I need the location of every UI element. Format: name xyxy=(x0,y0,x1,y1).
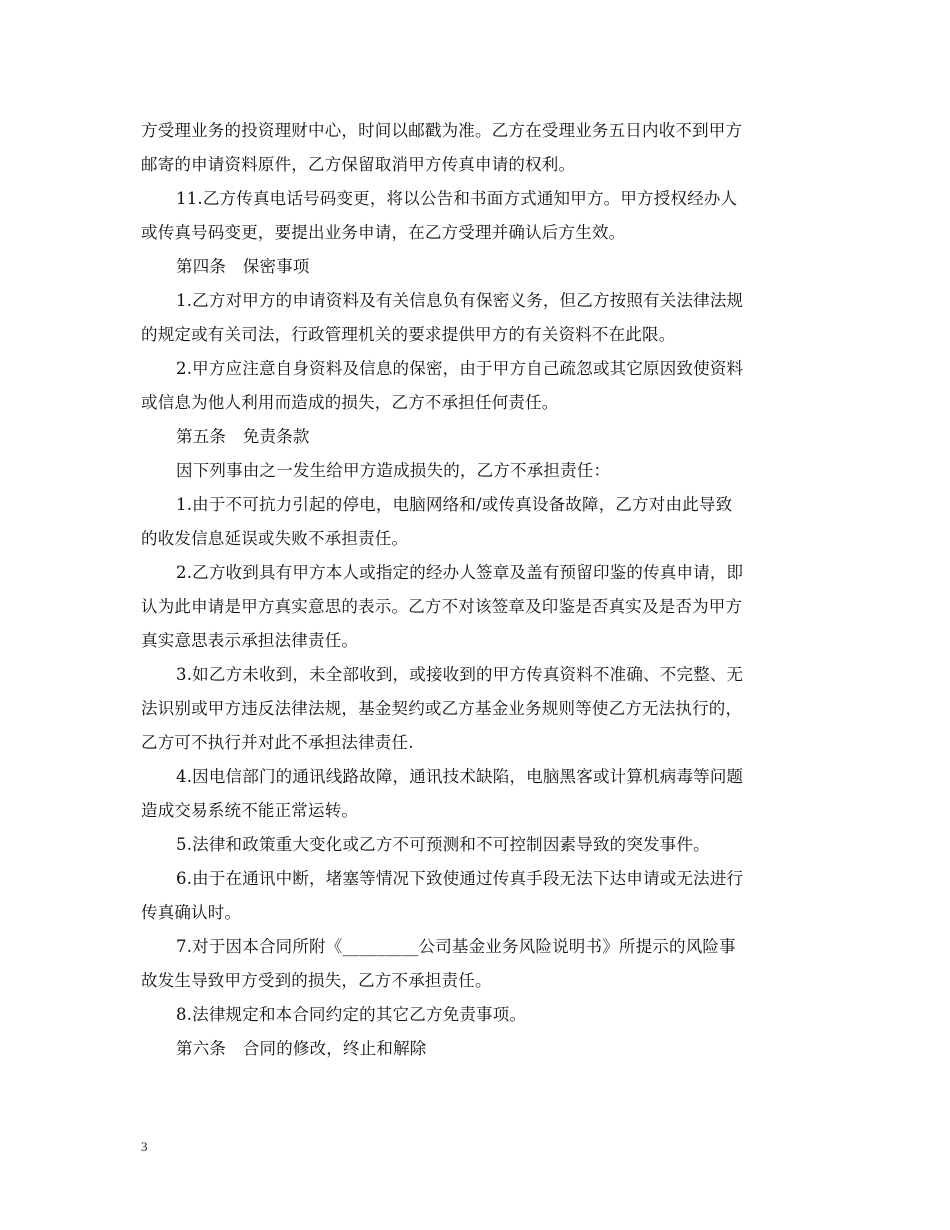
article-5-intro: 因下列事由之一发生给甲方造成损失的，乙方不承担责任： xyxy=(176,461,611,480)
text-line: 故发生导致甲方受到的损失，乙方不承担责任。 xyxy=(141,971,492,990)
section-heading-article-6: 第六条 合同的修改，终止和解除 xyxy=(176,1039,427,1058)
text-line: 造成交易系统不能正常运转。 xyxy=(141,801,359,820)
section-heading-article-5: 第五条 免责条款 xyxy=(176,427,310,446)
clause-5-3: 3.如乙方未收到，未全部收到，或接收到的甲方传真资料不准确、不完整、无 xyxy=(176,665,744,684)
text-line: 或传真号码变更，要提出业务申请，在乙方受理并确认后方生效。 xyxy=(141,223,626,242)
text-line: 方受理业务的投资理财中心，时间以邮戳为准。乙方在受理业务五日内收不到甲方 xyxy=(141,121,743,140)
text-line: 邮寄的申请资料原件，乙方保留取消甲方传真申请的权利。 xyxy=(141,155,576,174)
document-body xyxy=(141,114,813,1066)
text-line: 的规定或有关司法，行政管理机关的要求提供甲方的有关资料不在此限。 xyxy=(141,325,676,344)
clause-11: 11.乙方传真电话号码变更，将以公告和书面方式通知甲方。甲方授权经办人 xyxy=(176,189,738,208)
text-line: 或信息为他人利用而造成的损失，乙方不承担任何责任。 xyxy=(141,393,559,412)
text-line: 法识别或甲方违反法律法规，基金契约或乙方基金业务规则等使乙方无法执行的， xyxy=(141,699,743,718)
clause-5-6: 6.由于在通讯中断，堵塞等情况下致使通过传真手段无法下达申请或无法进行 xyxy=(176,869,744,888)
text-line: 真实意思表示承担法律责任。 xyxy=(141,631,359,650)
clause-5-2: 2.乙方收到具有甲方本人或指定的经办人签章及盖有预留印鉴的传真申请，即 xyxy=(176,563,744,582)
clause-5-4: 4.因电信部门的通讯线路故障，通讯技术缺陷，电脑黑客或计算机病毒等问题 xyxy=(176,767,744,786)
text-line: 认为此申请是甲方真实意思的表示。乙方不对该签章及印鉴是否真实及是否为甲方 xyxy=(141,597,743,616)
section-heading-article-4: 第四条 保密事项 xyxy=(176,257,310,276)
clause-5-5: 5.法律和政策重大变化或乙方不可预测和不可控制因素导致的突发事件。 xyxy=(176,835,710,854)
text-line: 乙方可不执行并对此不承担法律责任. xyxy=(141,733,414,752)
clause-5-8: 8.法律规定和本合同约定的其它乙方免责事项。 xyxy=(176,1005,527,1024)
page-number: 3 xyxy=(141,1139,148,1154)
text-line: 传真确认时。 xyxy=(141,903,242,922)
text-line: 的收发信息延误或失败不承担责任。 xyxy=(141,529,409,548)
clause-5-1: 1.由于不可抗力引起的停电，电脑网络和/或传真设备故障，乙方对由此导致 xyxy=(176,495,733,514)
clause-4-2: 2.甲方应注意自身资料及信息的保密，由于甲方自己疏忽或其它原因致使资料 xyxy=(176,359,744,378)
clause-5-7: 7.对于因本合同所附《_________公司基金业务风险说明书》所提示的风险事 xyxy=(176,937,736,956)
clause-4-1: 1.乙方对甲方的申请资料及有关信息负有保密义务，但乙方按照有关法律法规 xyxy=(176,291,744,310)
